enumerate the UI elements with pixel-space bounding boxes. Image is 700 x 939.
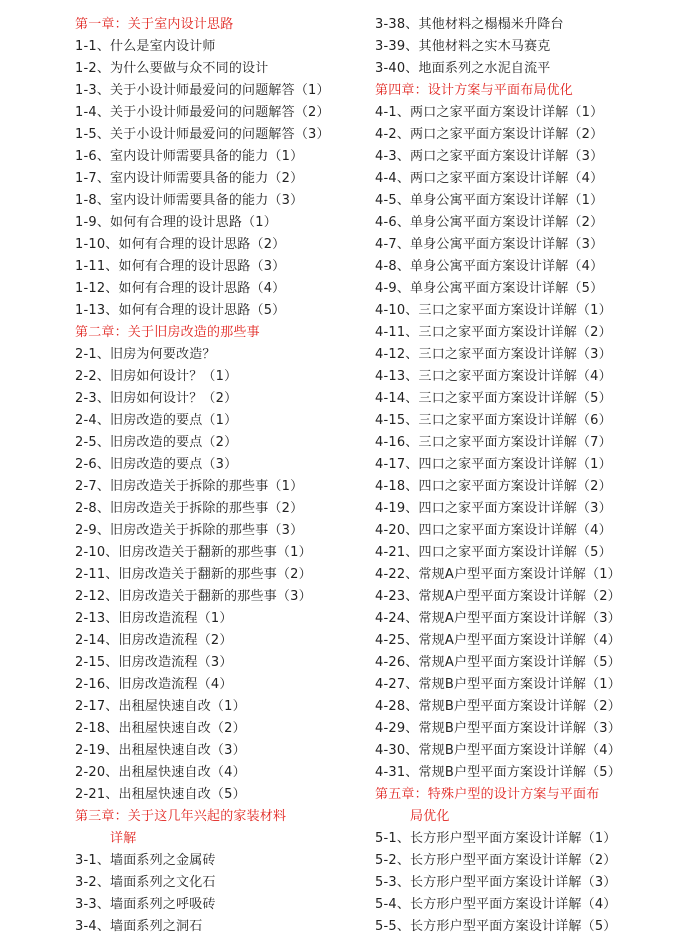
toc-item: 5-3、长方形户型平面方案设计详解（3） [375,875,617,890]
toc-item: 3-40、地面系列之水泥自流平 [375,61,551,76]
toc-item: 2-12、旧房改造关于翻新的那些事（3） [75,589,312,604]
toc-item: 1-9、如何有合理的设计思路（1） [75,215,277,230]
toc-item: 4-23、常规A户型平面方案设计详解（2） [375,589,621,604]
toc-item: 2-10、旧房改造关于翻新的那些事（1） [75,545,312,560]
toc-item: 4-30、常规B户型平面方案设计详解（4） [375,743,621,758]
toc-item: 1-4、关于小设计师最爱问的问题解答（2） [75,105,330,120]
toc-item: 4-12、三口之家平面方案设计详解（3） [375,347,612,362]
toc-item: 1-6、室内设计师需要具备的能力（1） [75,149,304,164]
toc-item: 3-38、其他材料之榻榻米升降台 [375,17,564,32]
toc-item: 1-11、如何有合理的设计思路（3） [75,259,286,274]
toc-item: 2-17、出租屋快速自改（1） [75,699,246,714]
toc-item: 4-9、单身公寓平面方案设计详解（5） [375,281,604,296]
chapter-title-continuation: 局优化 [410,809,450,824]
toc-item: 4-28、常规B户型平面方案设计详解（2） [375,699,621,714]
toc-item: 1-8、室内设计师需要具备的能力（3） [75,193,304,208]
toc-item: 1-1、什么是室内设计师 [75,39,216,54]
chapter-heading [375,80,690,102]
toc-item: 3-2、墙面系列之文化石 [75,875,216,890]
toc-item: 1-5、关于小设计师最爱问的问题解答（3） [75,127,330,142]
toc-item: 1-10、如何有合理的设计思路（2） [75,237,286,252]
chapter-title: 第四章：设计方案与平面布局优化 [375,83,574,98]
toc-item: 4-15、三口之家平面方案设计详解（6） [375,413,612,428]
toc-item: 2-14、旧房改造流程（2） [75,633,233,648]
toc-item: 2-4、旧房改造的要点（1） [75,413,238,428]
chapter-title: 第二章：关于旧房改造的那些事 [75,325,260,340]
toc-item: 3-3、墙面系列之呼吸砖 [75,897,216,912]
chapter-heading [75,14,365,36]
toc-item: 2-9、旧房改造关于拆除的那些事（3） [75,523,304,538]
toc-item: 4-1、两口之家平面方案设计详解（1） [375,105,604,120]
chapter-heading [375,784,690,828]
toc-item: 2-1、旧房为何要改造？ [75,347,216,362]
chapter-heading [75,322,365,344]
chapter-title: 第五章：特殊户型的设计方案与平面布 [375,787,600,802]
toc-item: 2-20、出租屋快速自改（4） [75,765,246,780]
toc-item: 2-5、旧房改造的要点（2） [75,435,238,450]
toc-item: 3-1、墙面系列之金属砖 [75,853,216,868]
toc-item: 4-18、四口之家平面方案设计详解（2） [375,479,612,494]
toc-item: 4-21、四口之家平面方案设计详解（5） [375,545,612,560]
toc-item: 2-13、旧房改造流程（1） [75,611,233,626]
toc-item: 2-8、旧房改造关于拆除的那些事（2） [75,501,304,516]
toc-item: 1-2、为什么要做与众不同的设计 [75,61,269,76]
chapter-heading [75,806,365,850]
chapter-title: 第一章：关于室内设计思路 [75,17,234,32]
toc-item: 4-3、两口之家平面方案设计详解（3） [375,149,604,164]
toc-item: 4-26、常规A户型平面方案设计详解（5） [375,655,621,670]
chapter-title: 第三章：关于这几年兴起的家装材料 [75,809,287,824]
toc-item: 1-12、如何有合理的设计思路（4） [75,281,286,296]
toc-item: 2-18、出租屋快速自改（2） [75,721,246,736]
toc-item: 4-19、四口之家平面方案设计详解（3） [375,501,612,516]
toc-right-column [375,14,690,938]
toc-item: 4-17、四口之家平面方案设计详解（1） [375,457,612,472]
toc-item: 4-4、两口之家平面方案设计详解（4） [375,171,604,186]
toc-item: 5-2、长方形户型平面方案设计详解（2） [375,853,617,868]
toc-item: 4-5、单身公寓平面方案设计详解（1） [375,193,604,208]
toc-item: 2-11、旧房改造关于翻新的那些事（2） [75,567,312,582]
toc-item: 4-14、三口之家平面方案设计详解（5） [375,391,612,406]
toc-item: 2-21、出租屋快速自改（5） [75,787,246,802]
toc-item: 3-4、墙面系列之洞石 [75,919,203,934]
toc-item: 4-31、常规B户型平面方案设计详解（5） [375,765,621,780]
toc-item: 4-22、常规A户型平面方案设计详解（1） [375,567,621,582]
toc-item: 2-19、出租屋快速自改（3） [75,743,246,758]
toc-item: 1-7、室内设计师需要具备的能力（2） [75,171,304,186]
toc-item: 5-5、长方形户型平面方案设计详解（5） [375,919,617,934]
toc-item: 4-29、常规B户型平面方案设计详解（3） [375,721,621,736]
toc-item: 4-20、四口之家平面方案设计详解（4） [375,523,612,538]
toc-item: 2-15、旧房改造流程（3） [75,655,233,670]
toc-item: 2-7、旧房改造关于拆除的那些事（1） [75,479,304,494]
toc-item: 2-6、旧房改造的要点（3） [75,457,238,472]
toc-item: 4-11、三口之家平面方案设计详解（2） [375,325,612,340]
toc-item: 4-10、三口之家平面方案设计详解（1） [375,303,612,318]
toc-item: 4-7、单身公寓平面方案设计详解（3） [375,237,604,252]
toc-item: 2-3、旧房如何设计？（2） [75,391,238,406]
toc-item: 4-6、单身公寓平面方案设计详解（2） [375,215,604,230]
toc-item: 1-13、如何有合理的设计思路（5） [75,303,286,318]
toc-item: 5-1、长方形户型平面方案设计详解（1） [375,831,617,846]
toc-item: 4-16、三口之家平面方案设计详解（7） [375,435,612,450]
toc-left-column [75,14,365,938]
toc-item: 4-25、常规A户型平面方案设计详解（4） [375,633,621,648]
toc-item: 5-4、长方形户型平面方案设计详解（4） [375,897,617,912]
toc-item: 2-2、旧房如何设计？（1） [75,369,238,384]
toc-item: 4-2、两口之家平面方案设计详解（2） [375,127,604,142]
chapter-title-continuation: 详解 [110,831,137,846]
toc-item: 3-39、其他材料之实木马赛克 [375,39,551,54]
toc-item: 4-27、常规B户型平面方案设计详解（1） [375,677,621,692]
toc-item: 4-24、常规A户型平面方案设计详解（3） [375,611,621,626]
toc-item: 4-13、三口之家平面方案设计详解（4） [375,369,612,384]
toc-item: 2-16、旧房改造流程（4） [75,677,233,692]
toc-item: 1-3、关于小设计师最爱问的问题解答（1） [75,83,330,98]
toc-item: 4-8、单身公寓平面方案设计详解（4） [375,259,604,274]
